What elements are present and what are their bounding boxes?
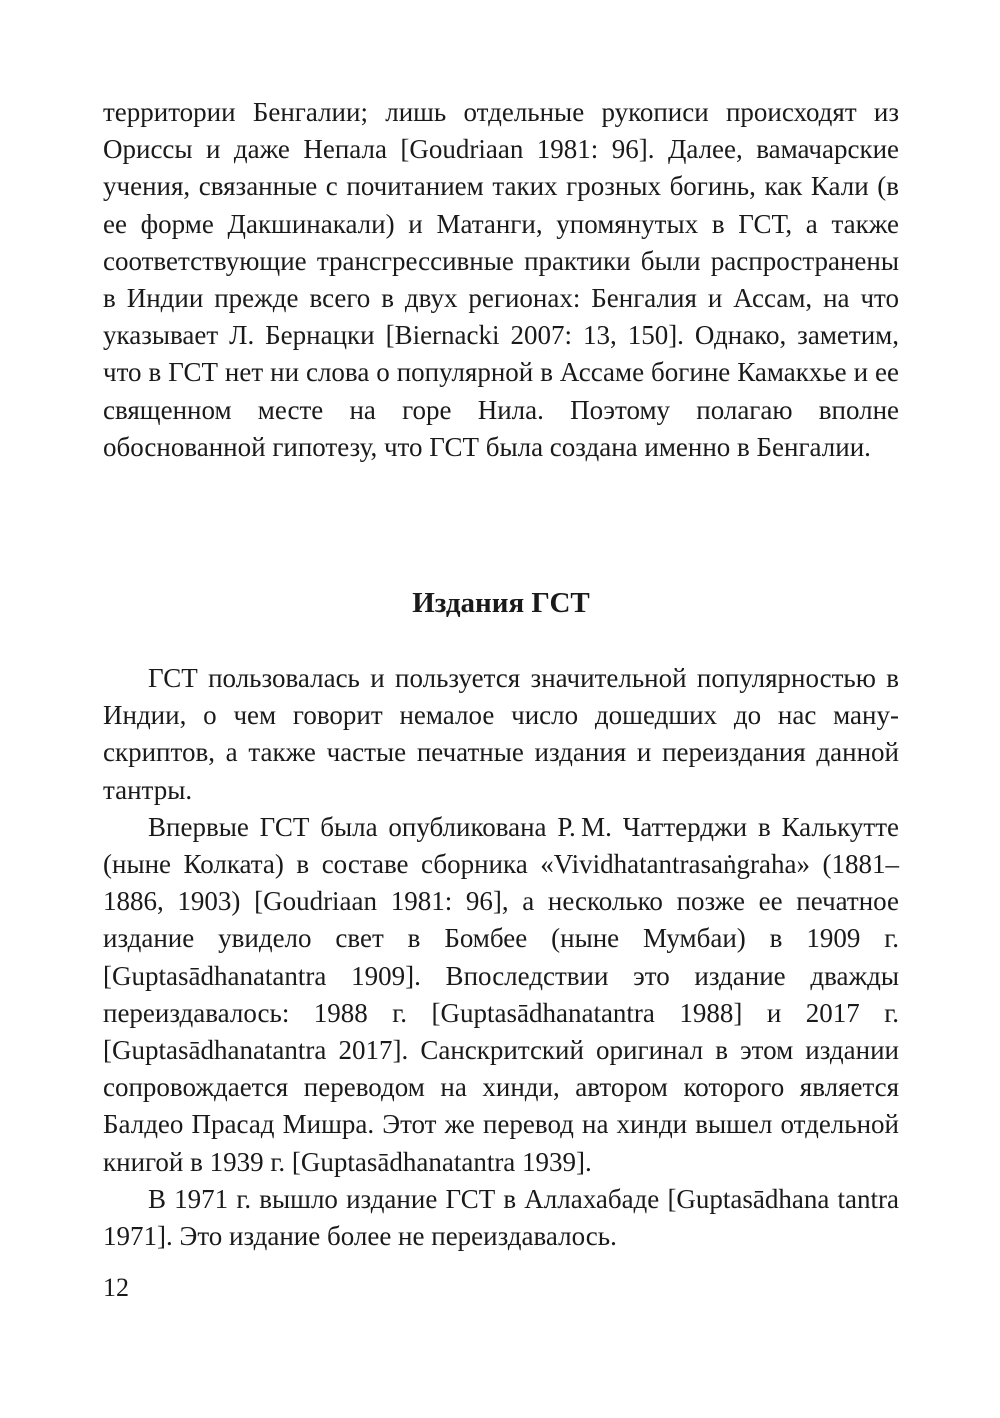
paragraph-allahabad-edition: В 1971 г. вышло издание ГСТ в Аллахабаде [Guptasādhana tantra 1971]. Это издание более не переиздавалось. — [103, 1183, 899, 1252]
section-body — [103, 660, 899, 1255]
intro-paragraph: территории Бенгалии; лишь отдельные рукописи происходят из Ориссы и даже Непала [Goudriaan 1981: 96]. Далее, вамачарские учения, связанные с почитанием таких грозных богинь, как Кали (в ее форме Дакшинакали) и Матанги, упомянутых в ГСТ, а также соответствующие трансгрессивные практики были распространены в Индии прежде всего в двух регионах: Бенгалия и Ассам, на что указывает Л. Бернацки [Biernacki 2007: 13, 150]. Однако, заметим, что в ГСТ нет ни слова о популярной в Ассаме богине Камакхье и ее священном месте на горе Нила. Поэтому полагаю вполне обоснованной гипотезу, что ГСТ была создана именно в Бенгалии. — [103, 97, 899, 462]
paragraph-popularity: ГСТ пользовалась и пользуется значительной популярностью в Индии, о чем говорит немалое число дошедших до нас манускриптов, а также частые печатные издания и переиздания данной тантры. — [103, 663, 899, 805]
section-heading: Издания ГСТ — [412, 587, 590, 619]
page-number: 12 — [103, 1273, 129, 1302]
page-body — [103, 94, 899, 1252]
paragraph-first-editions: Впервые ГСТ была опубликована Р. М. Чаттерджи в Калькутте (ныне Колката) в составе сборника «Vividhatantrasaṅgraha» (1881–1886, 1903) [Goudriaan 1981: 96], а несколько позже ее печатное издание увидело свет в Бомбее (ныне Мумбаи) в 1909 г. [Guptasādhanatantra 1909]. Впоследствии это издание дважды переиздавалось: 1988 г. [Guptasādhanatantra 1988] и 2017 г. [Guptasādhanatantra 2017]. Санскритский оригинал в этом издании сопровождается переводом на хинди, автором которого является Балдео Прасад Мишра. Этот же перевод на хинди вышел отдельной книгой в 1939 г. [Guptasādhanatantra 1939]. — [103, 811, 899, 1177]
